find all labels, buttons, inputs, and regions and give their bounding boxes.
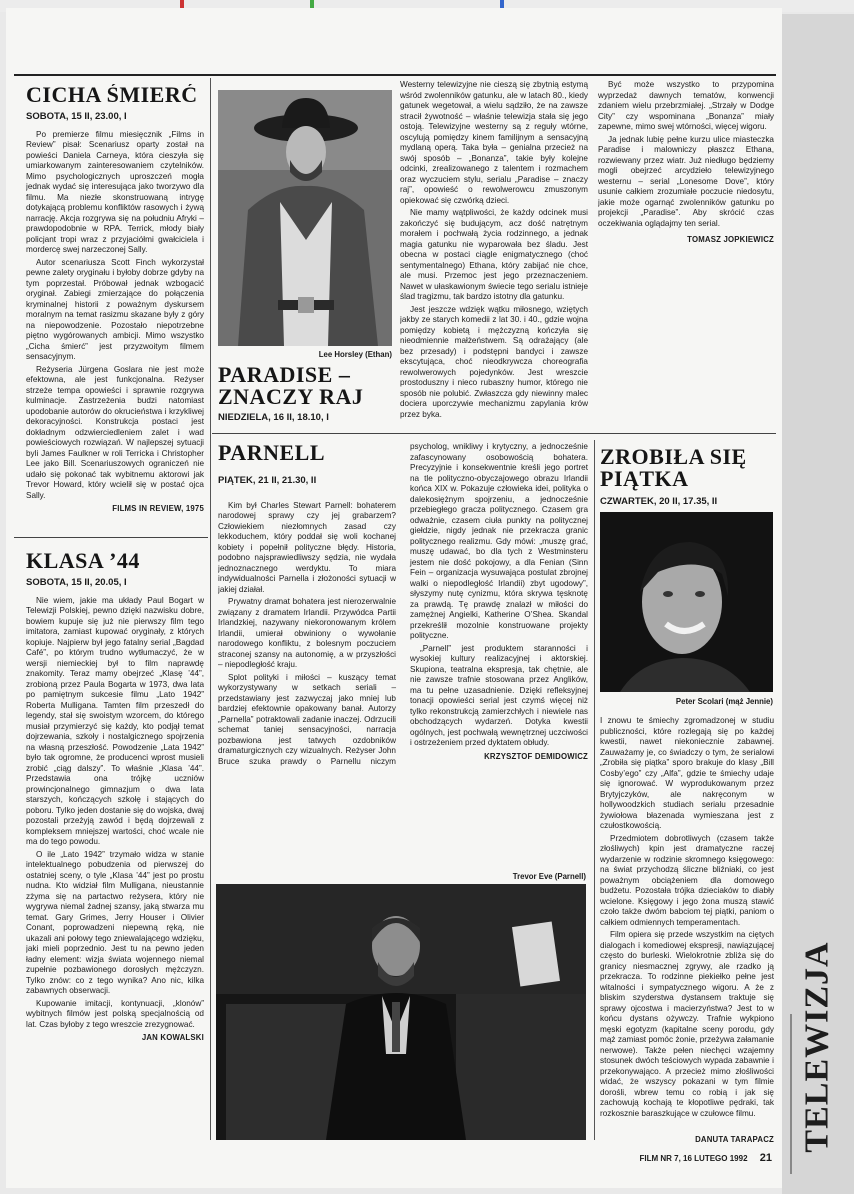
author-signature: KRZYSZTOF DEMIDOWICZ (484, 751, 588, 761)
photo-caption: Lee Horsley (Ethan) (318, 350, 392, 359)
author-signature: TOMASZ JOPKIEWICZ (687, 235, 774, 244)
paragraph: Nie wiem, jakie ma układy Paul Bogart w Telewizji Polskiej, pewno dzięki nazwisku dobre, bowiem kupuje się już nie pierwszy film tego imitatora, zamiast kupować oryginały, z których kopiuje. Najpierw był jego fatalny serial „Bagdad Café”, po którym trudno wytłumaczyć, że w wersji niemieckiej był to film naprawdę znakomity. Teraz mamy obejrzeć „Klasę ’44”, zrobioną przez Paula Bogarta w 1973, dwa lata po pamiętnym sukcesie filmu „Lato 1942” Roberta Mulligana. Tamten film przeszedł do legendy, stał się swoistym wzorcem, do którego musiał przymierzyć się każdy, kto podjął temat dojrzewania, szkoły i nostalgicznego spojrzenia na własną przeszłość. Powodzenie „Lata 1942” było tak ogromne, że producenci wprost musieli zrobić „ciąg dalszy”. To właśnie „Klasa ’44”. Przedstawia ona trójkę uczniów prowincjonalnego gimnazjum o dwa lata starszych, kończących szkołę i stających do poboru. Tylko jeden dostanie się do wojska, dwaj pozostali przeżyją zawód i będą dojrzewali z kompleksem mniejszej wartości, choć wcale nie ma do tego powodu. (26, 595, 204, 846)
section-label: TELEWIZJA (799, 941, 836, 1153)
mid-rule (212, 433, 776, 434)
paragraph: Być może wszystko to przypomina wyprzedaż dawnych tematów, konwencji zdaniem wielu przebrzmiałej. „Strzały w Dodge City” czy wspominana „Bonanza” miały zapewne, mimo swej wtórności, więcej wigoru. (598, 80, 774, 131)
paragraph: I znowu te śmiechy zgromadzonej w studiu publiczności, które rozlegają się po każdej kwestii, nawet niekoniecznie zabawnej. Zauważamy je, co świadczy o tym, że serialowi „Zrobiła się piątka” sporo brakuje do klasy „Bill Cosby’ego” czy „Alfa”, gdzie te śmiechy udaje się ignorować. W wyprodukowanym przez Brytyjczyków, ale nakręconym w hollywoodzkich studiach serialu przesadnie żywiołowa błazenada wymieszana jest z czułostkowością. (600, 716, 774, 830)
issue-label: FILM NR 7, 16 LUTEGO 1992 (639, 1154, 748, 1163)
photo-trevor-eve (216, 884, 586, 1140)
article-title: ZNACZY RAJ (218, 384, 364, 409)
article-zrobila-header (600, 446, 776, 514)
paragraph: O ile „Lato 1942” trzymało widza w stanie intelektualnego pobudzenia od pierwszej do ostatniej sceny, o tyle „Klasa ’44” jest po prostu nudna. Kto widział film Mulligana, nieustannie zżyma się na partactwo reżysera, który nie wygrywa niemal żadnej szansy, jaką stwarza mu temat. Gary Grimes, Jerry Houser i Olivier Conant, poprowadzeni niepewną ręką, nie ukazali ani połowy tego zniewalającego wdzięku, jaki mieli poprzednio. Jest tu na pewno jeden ładny element: wizja świata wojennego niemal zupełnie pozbawionego dorosłych mężczyzn. Tylko znów: co z tego wynika? Ano nic, kilka zabawnych obserwacji. (26, 849, 204, 995)
photo-caption: Trevor Eve (Parnell) (512, 872, 586, 881)
paragraph: Nie mamy wątpliwości, że każdy odcinek musi zakończyć się budującym, acz dość natrętnym morałem i pochwałą życia rodzinnego, a jednak magia gatunku nie wyparowała bez śladu. Jest obecna w postaci ciągle enigmatycznego (choć sentymentalnego) Ethana, który zabijać nie chce, ale musi. Przemoc jest jego przeznaczeniem. Nawet w ułaskawionym świecie tego serialu istnieje ślad tragizmu, tak bardzo istotny dla gatunku. (400, 208, 588, 301)
article-title: PARADISE – (218, 362, 351, 387)
parliament-scene-image (216, 884, 586, 1140)
top-rule (14, 74, 776, 76)
article-title: CICHA ŚMIERĆ (26, 84, 198, 107)
article-schedule: CZWARTEK, 20 II, 17.35, II (600, 496, 718, 507)
article-title: PIĄTKA (600, 466, 689, 491)
column-divider (594, 440, 595, 1140)
author-signature: DANUTA TARAPACZ (695, 1135, 774, 1144)
paragraph: Film opiera się przede wszystkim na ciętych dialogach i komediowej ekspresji, nawiązującej często do burleski. Wielokrotnie zbliża się do granicy niesmacznej zgrywy, ale rzadko ją przekracza. To rodzinne piekiełko pełne jest witalności i sympatycznego wigoru. A że z bliskim szyderstwa dystansem traktuje się sprawy ojcostwa i macierzyństwa? Jest to w końcu dystans ożywczy. Trafnie wykpiono męski egotyzm (kapitalne sceny porodu, gdy mąż zamiast pomóc żonie, przeżywa załamanie nerwowe). Także pełen niechęci wzajemny stosunek dwóch teściowych wypada zabawnie i przekonywająco. A przecież mimo złośliwości widać, że wszyscy pokazani w tym filmie dorośli, wbrew temu co robią i jak się zachowują kochają te kłopotliwe pędraki, tak rozkosznie baraszkujące w czułowce filmu. (600, 930, 774, 1118)
article-klasa-44 (26, 550, 204, 1145)
page-number: 21 (759, 1152, 772, 1164)
photo-caption: Peter Scolari (mąż Jennie) (675, 697, 773, 706)
page-footer (600, 1152, 772, 1164)
article-schedule: SOBOTA, 15 II, 23.00, I (26, 111, 127, 122)
left-mid-rule (14, 537, 208, 538)
column-divider (210, 78, 211, 1140)
photo-lee-horsley (218, 90, 392, 346)
paragraph: „Parnell” jest produktem staranności i wysokiej kultury realizacyjnej i aktorskiej. Skupiona, teatralna ekspresja, tak chętnie, ale nie zawsze trafnie stosowana przez Anglików, ma tu pełne uzasadnienie. Dzięki refleksyjnej tonacji opowieści serial jest czymś więcej niż tylko rekonstrukcją zamierzchłych i niewiele nas obchodzących wydarzeń. Dotyka kwestii ogólnych, jest pochwałą wewnętrznej uczciwości i ostrzeżeniem przed dyktatem obłudy. (410, 643, 588, 747)
paragraph: Po premierze filmu miesięcznik „Films in Review” pisał: Scenariusz oparty został na powieści Daniela Carneya, która cieszyła się umiarkowanym zainteresowaniem czytelników. Mimo psychologicznych uproszczeń mogła jednak wydać się interesująca jako tworzywo dla filmu. Ma niezłe skonstruowaną intrygę dotykającą problemu konfliktów rasowych i żywą narrację. Akcja rozgrywa się na południu Afryki – prawdopodobnie w RPA. Terrick, młody biały policjant tropi wraz z przyjaciółmi gwałciciela i mordercę swej narzeczonej Sally. (26, 129, 204, 254)
paragraph: Prywatny dramat bohatera jest nierozerwalnie związany z dramatem Irlandii. Przywódca Partii Irlandzkiej, nazywany niekoronowanym królem Irlandii, umierał obwiniony o wywołanie narodowego konfliktu, z bolesnym poczuciem straconej szansy na autonomię, a w przyszłości – niepodległość kraju. (218, 597, 396, 669)
article-schedule: PIĄTEK, 21 II, 21.30, II (218, 475, 317, 486)
article-paradise-col1 (400, 80, 588, 428)
paragraph: Westerny telewizyjne nie cieszą się zbytnią estymą wśród zwolenników gatunku, ale w latach 80., kiedy gatunek wegetował, a wielu sądziło, że na zawsze stracił żywotność – właśnie telewizja stała się jego ostoją. Telewizyjne westerny są z reguły wtórne, oscylują pomiędzy kinem familijnym a sensacyjną mydlaną operą. Taka była – genialna przecież na swój sposób – „Bonanza”, takie były kolejne odcinki, zrealizowanego z talentem i rozmachem oraz wyczuciem stylu, serialu „Paradise – znaczy raj”, opowieść o rewolwerowcu zmuszonym opiekować się czwórką dzieci. (400, 80, 588, 205)
paragraph: Jest jeszcze wdzięk wątku miłosnego, wziętych jakby ze starych komedii z lat 30. i 40., gdzie wojna pomiędzy kobietą i mężczyzną kończyła się nieodmiennie małżeństwem. Są odrażający (ale bez przesady) i podstępni bandyci i zawsze ekscytująca, choć nieodkrywcza choreografia rewolwerowych pojedynków. Jest wreszcie prostoduszny i nieco rubaszny humor, którego nie sposób nie polubić. Zwłaszcza gdy niewinny malec dociera uporczywie mechanizmu zapylania krów przez byka. (400, 304, 588, 419)
author-signature: JAN KOWALSKI (141, 1033, 204, 1042)
paragraph: Autor scenariusza Scott Finch wykorzystał pewne zalety oryginału i byłoby dobrze gdyby na tym poprzestał. Próbował jednak wzbogacić oryginał. Zabiegi zmierzające do połączenia kryminalnej historii z poważnym dyskursem moralnym na temat rasizmu skazane były z góry na niepowodzenie. Pozostało niepotrzebne piętno wygórowanych ambicji. Mimo wszystko „Cicha śmierć” jest przyzwoitym filmem sensacyjnym. (26, 257, 204, 361)
paragraph: Reżyseria Jürgena Goslara nie jest może efektowna, ale jest funkcjonalna. Reżyser strzeże tempa opowieści i sprawnie rozgrywa kulminacje. Zastrzeżenia budzi natomiast upodobanie autorów do okrucieństwa i krzykliwej dekoracyjności. Konstrukcja postaci jest dokładnym odzwierciedleniem zalet i wad powieściowych rozwiązań. W najlepszej sytuacji byli James Faulkner w roli Terricka i Christopher Lee jako Bill. Scenariuszowych ograniczeń nie udało się pokonać tak wybitnemu aktorowi jak Trevor Howard, który wcielił się w postać ojca Sally. (26, 364, 204, 500)
paragraph: Przedmiotem dobrotliwych (czasem także złośliwych) kpin jest dramatyczne raczej wydarzenie w rodzinie skromnego księgowego: na świat przychodzą śliczne bliźniaki, co jest poważnym obciążeniem dla domowego budżetu. Pozostała trójka dzieciaków to diabły wcielone. Księgowy i jego żona muszą stawić czoło także dwóm babciom tej piątki, paniom o całkiem odmiennych temperamentach. (600, 833, 774, 927)
article-title: ZROBIŁA SIĘ (600, 444, 747, 469)
article-zrobila (600, 716, 774, 1134)
paragraph: Kupowanie imitacji, kontynuacji, „klonów” wybitnych filmów jest polską specjalnością od lat. Czas byłoby z tego wreszcie zrezygnować. (26, 998, 204, 1029)
author-signature: FILMS IN REVIEW, 1975 (112, 504, 204, 513)
article-paradise-col2 (598, 80, 774, 432)
section-sidebar (782, 14, 854, 1194)
paragraph: Splot polityki i miłości – kuszący temat wykorzystywany w setkach seriali – przedstawiany jest zazwyczaj jako mniej lub bardziej efektownie opakowany banał. Autorzy „Parnella” potraktowali zadanie inaczej. Odrzucili schemat taniej sensacyjności, narracja pozbawiona jest tatwych ozdobników dramaturgicznych czy wizualnych. Reżyser John Bruce szuka prawdy o Parnellu niczym psycholog, wnikliwy i krytyczny, a jednocześnie zafascynowany osobowością bohatera. Precyzyjnie i konsekwentnie kreśli jego portret na tle polityczno-obyczajowego obrazu Irlandii końca XIX w. Pokazuje człowieka idei, polityka o dalekosiężnym spojrzeniu, a jednocześnie przebiegłego gracza politycznego. Czasem gra odważnie, czasem ciuła punkty na politycznej giełdzie, nigdy jednak nie przekracza granic politycznego realizmu. Gdy mówi: „muszę grać, muszę udawać, bo dla tych z Westminsteru jestem nie dość pokojowy, a dla Fenian (Sinn Fein – organizacja wysuwająca postulat zbrojnej walki o niepodległość Irlandii) zbyt ugodowy”, słyszymy nutę cynizmu, która skrywa tęsknotę za prawdą. Tę prawdę znalazł w miłości do zamężnej Angielki, Katherine O’Shea. Skandal przekreślił mozolnie konstruowane projekty polityczne. (218, 442, 588, 766)
portrait-image (600, 512, 773, 692)
paragraph: Kim był Charles Stewart Parnell: bohaterem narodowej sprawy czy jej grabarzem? Człowiekiem niezłomnych zasad czy lekkoduchem, który poddał się woli kochanej kobiety i popełnił polityczne błędy. Historia, podobno najsprawiedliwszy sędzia, nie wydała jednoznacznego werdyktu. To miara indywidualności Parnella i złożoności sytuacji w jakiej działał. (218, 500, 396, 594)
article-paradise-header (218, 364, 398, 430)
paragraph: Ja jednak lubię pełne kurzu ulice miasteczka Paradise i malowniczy płaszcz Ethana, rozwiewany przez wiatr. Już niedługo będziemy mogli obejrzeć arcydzieło telewizyjnego westernu – serial „Lonesome Dove”, który usunie całkiem zrozumiałe poczucie niedosytu, jakie może ogarnąć zwolenników gatunku po projekcji „Paradise”. Aby skrócić czas oczekiwania oglądajmy ten serial. (598, 134, 774, 228)
article-schedule: SOBOTA, 15 II, 20.05, I (26, 577, 127, 588)
article-parnell (218, 442, 588, 882)
article-schedule: NIEDZIELA, 16 II, 18.10, I (218, 412, 329, 423)
article-title: PARNELL (218, 442, 325, 465)
cowboy-figure-image (218, 90, 392, 346)
article-cicha-smierc (26, 84, 204, 534)
photo-peter-scolari (600, 512, 773, 692)
article-title: KLASA ’44 (26, 550, 140, 573)
